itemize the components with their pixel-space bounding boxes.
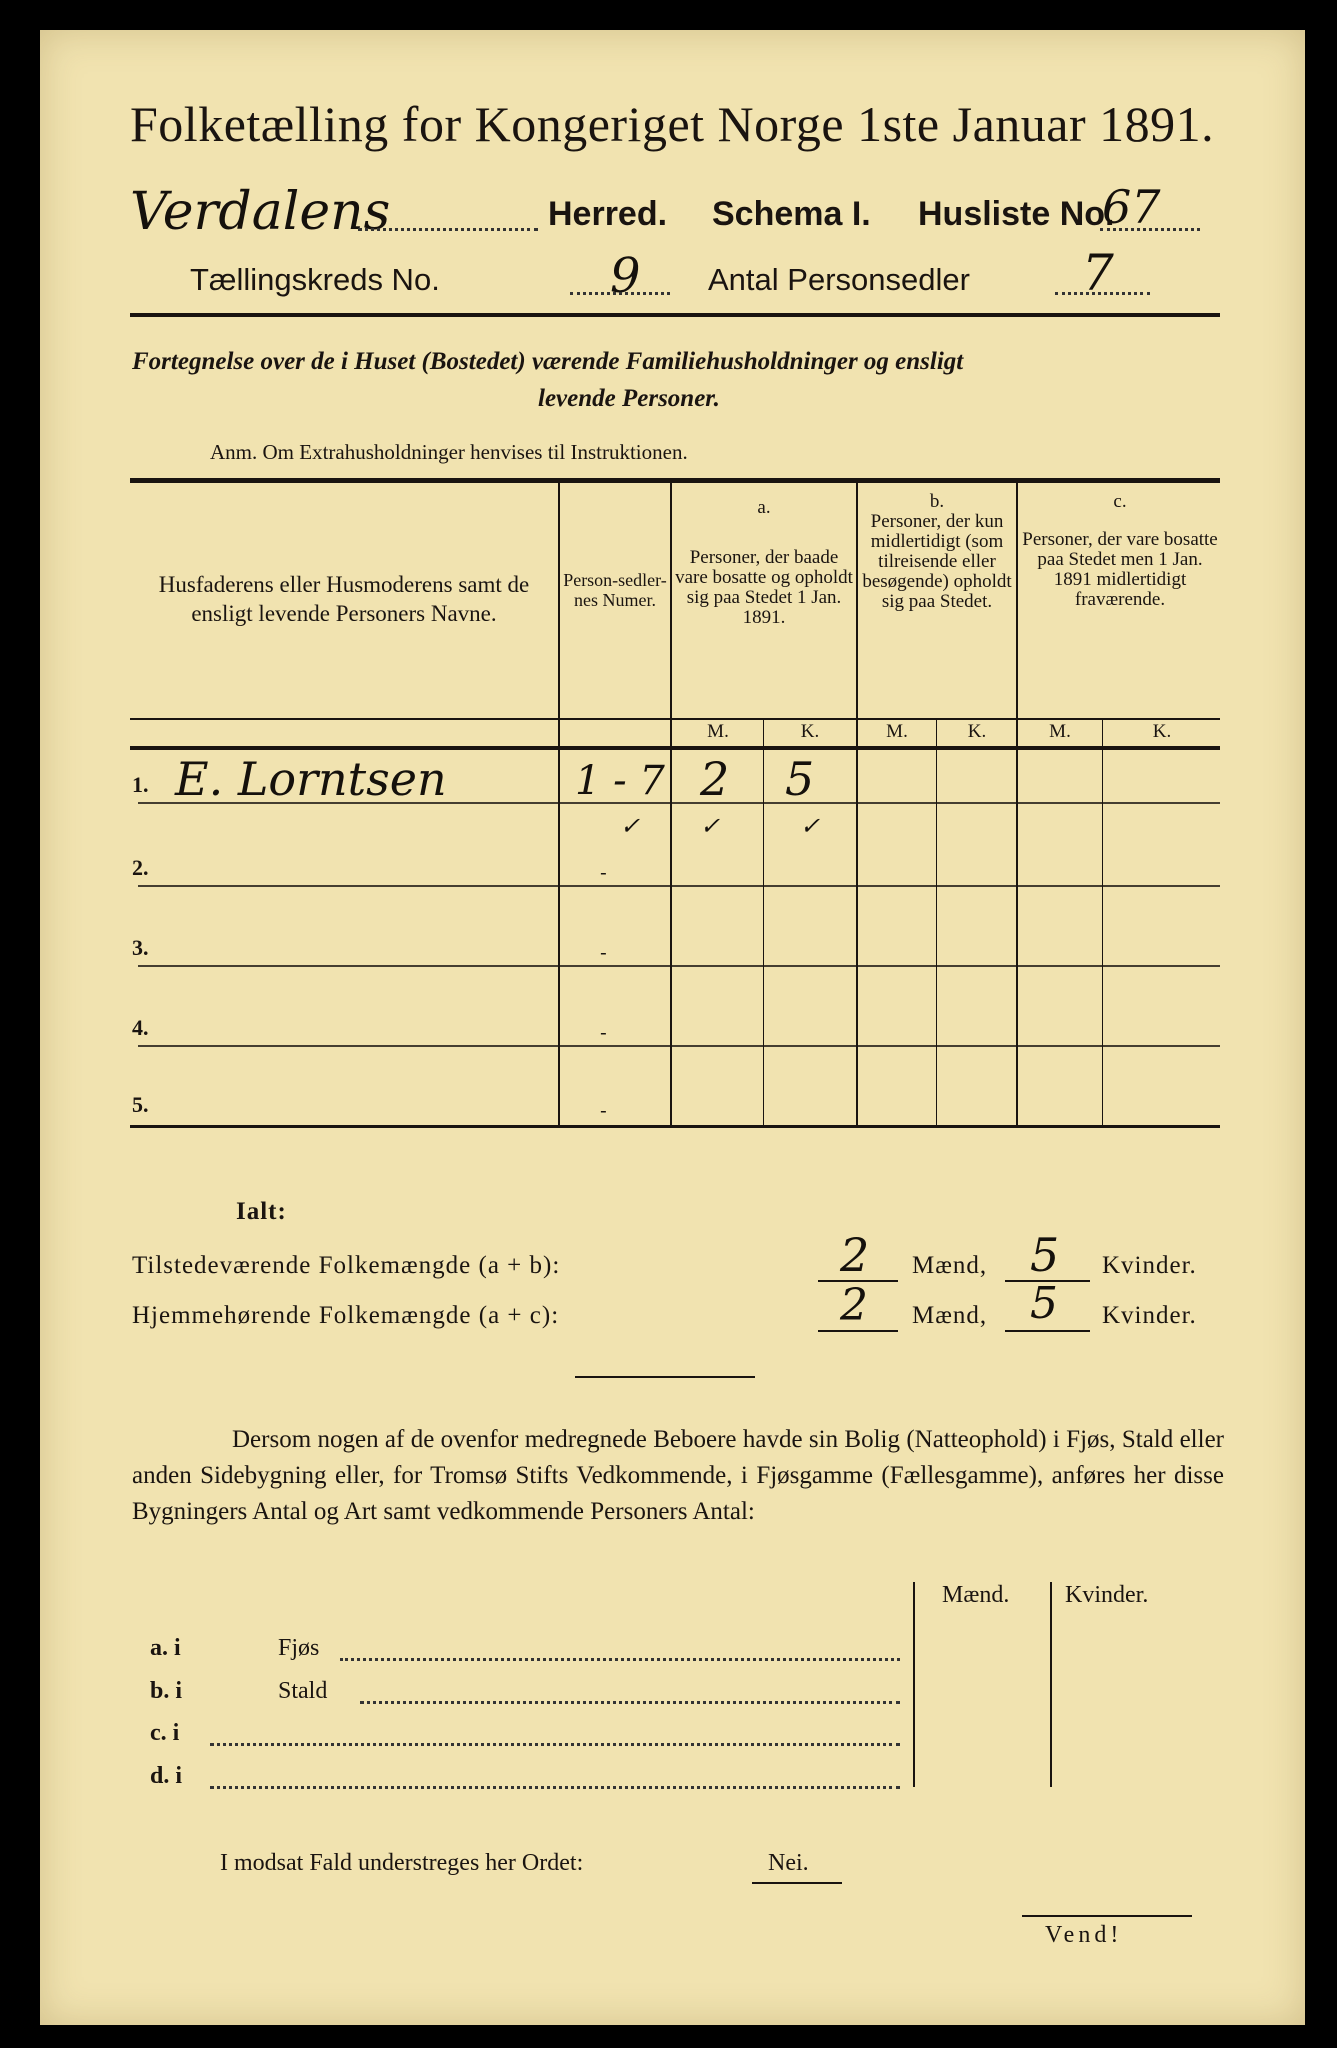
census-form-sheet [40, 30, 1305, 2025]
row1-check-a-m: ✓ [700, 812, 721, 840]
row1-name: E. Lorntsen [175, 752, 447, 806]
row1-numer: 1 - 7 [575, 758, 665, 804]
row3-numer: - [600, 940, 607, 964]
c-k-header: K. [1152, 721, 1172, 742]
tilst-k-value: 5 [1030, 1228, 1060, 1282]
row3-no: 3. [132, 935, 149, 960]
bygning-kvinder-col: Kvinder. [1065, 1582, 1149, 1608]
col-a-header: Personer, der baade vare bosatte og opholdt sig paa Stedet 1 Jan. 1891. [675, 547, 853, 628]
vend-text: Vend! [1045, 1922, 1123, 1948]
husliste-value: 67 [1102, 180, 1161, 234]
bygning-vline-1 [913, 1582, 915, 1787]
kreds-dots [570, 292, 670, 295]
herred-label: Herred. [548, 195, 668, 233]
modsat-text: I modsat Fald understreges her Ordet: [220, 1850, 584, 1876]
vline-a-mk [763, 718, 764, 1125]
vline-b-mk [936, 718, 937, 1125]
hjem-kvinder: Kvinder. [1102, 1302, 1197, 1329]
col-a-letter: a. [757, 497, 771, 518]
bygning-row-a-label: a. i [150, 1635, 181, 1661]
b-k-header: K. [967, 721, 987, 742]
row5-numer: - [600, 1098, 607, 1122]
divider-short [575, 1376, 755, 1378]
form-title: Folketælling for Kongeriget Norge 1ste Januar 1891. [130, 96, 1215, 152]
vline-c-mk [1102, 718, 1103, 1125]
kreds-label: Tællingskreds No. [190, 262, 440, 297]
hjem-k-value: 5 [1030, 1278, 1058, 1329]
hjem-maend: Mænd, [912, 1302, 988, 1329]
table-top-rule [130, 478, 1220, 483]
col-b-header: Personer, der kun midlertidigt (som tilreisende eller besøgende) opholdt sig paa Stedet. [862, 511, 1012, 612]
ialt-label: Ialt: [236, 1198, 287, 1225]
row5-no: 5. [132, 1092, 149, 1117]
bygning-row-c-label: c. i [150, 1720, 180, 1746]
antal-value: 7 [1082, 244, 1114, 302]
header-rule [130, 313, 1220, 317]
vline-b [1016, 483, 1018, 1125]
hjem-k-line [1005, 1330, 1090, 1332]
row2-numer: - [600, 860, 607, 884]
schema-label: Schema I. [712, 195, 871, 233]
row1-check-numer: ✓ [620, 812, 641, 840]
row4-line [138, 1045, 1220, 1047]
bygning-row-a-text: Fjøs [278, 1635, 320, 1661]
row1-a-m: 2 [700, 752, 730, 806]
subtitle-line1: Fortegnelse over de i Huset (Bostedet) værende Familiehusholdninger og ensligt [132, 348, 964, 375]
hjem-label: Hjemmehørende Folkemængde (a + c): [132, 1302, 560, 1329]
row2-line [138, 885, 1220, 887]
bygning-vline-2 [1050, 1582, 1052, 1787]
row1-check-a-k: ✓ [800, 812, 821, 840]
tilst-m-value: 2 [840, 1228, 870, 1282]
vline-numer [670, 483, 672, 1125]
col-numer-header: Person-sedler-nes Numer. [563, 570, 667, 610]
row2-no: 2. [132, 855, 149, 880]
col-c-letter: c. [1113, 491, 1127, 512]
bygning-row-b-label: b. i [150, 1678, 183, 1704]
bygning-row-a-dots [340, 1658, 900, 1661]
vend-rule [1022, 1915, 1192, 1917]
table-header-bottom-rule [130, 746, 1220, 750]
bygning-row-b-text: Stald [278, 1678, 328, 1704]
herred-value: Verdalens [130, 182, 391, 242]
b-m-header: M. [886, 721, 908, 742]
husliste-dots [1100, 228, 1200, 231]
anm-note: Anm. Om Extrahusholdninger henvises til Instruktionen. [210, 440, 688, 464]
col-b-letter: b. [929, 491, 945, 512]
nei-word: Nei. [768, 1850, 809, 1876]
husliste-label: Husliste No. [918, 195, 1115, 233]
bygning-row-d-label: d. i [150, 1763, 183, 1789]
a-k-header: K. [800, 721, 820, 742]
tilst-kvinder: Kvinder. [1102, 1252, 1197, 1279]
row1-no: 1. [132, 772, 149, 797]
subtitle-line2: levende Personer. [538, 385, 720, 412]
hjem-m-value: 2 [840, 1280, 868, 1331]
mk-rule [670, 718, 1220, 720]
kreds-value: 9 [610, 248, 641, 304]
bygning-row-d-dots [210, 1786, 900, 1789]
col-name-header: Husfaderens eller Husmoderens samt de ensligt levende Personers Navne. [158, 572, 530, 626]
table-bottom-rule [130, 1125, 1220, 1128]
row4-no: 4. [132, 1015, 149, 1040]
vline-a [856, 483, 858, 1125]
bygning-maend-col: Mænd. [942, 1582, 1010, 1608]
herred-dots [358, 228, 538, 231]
a-m-header: M. [707, 721, 729, 742]
bygning-row-c-dots [210, 1743, 900, 1746]
nei-underline [752, 1882, 842, 1884]
bygning-paragraph: Dersom nogen af de ovenfor medregnede Beboere havde sin Bolig (Natteophold) i Fjøs, Stald eller anden Sidebygning eller, for Tromsø Stifts Vedkommende, i Fjøsgamme (Fællesgamme), anføres her disse Bygningers Antal og Art samt vedkommende Personers Antal: [132, 1426, 1224, 1525]
tilst-maend: Mænd, [912, 1252, 988, 1279]
row1-a-k: 5 [785, 752, 815, 806]
col-c-header: Personer, der vare bosatte paa Stedet men 1 Jan. 1891 midlertidigt fraværende. [1022, 529, 1218, 610]
tilst-label: Tilstedeværende Folkemængde (a + b): [132, 1252, 561, 1279]
vline-name [558, 483, 560, 1125]
hjem-m-line [818, 1330, 898, 1332]
antal-dots [1055, 292, 1150, 295]
bygning-row-b-dots [360, 1701, 900, 1704]
row3-line [138, 965, 1220, 967]
antal-label: Antal Personsedler [708, 262, 970, 297]
c-m-header: M. [1049, 721, 1071, 742]
row4-numer: - [600, 1020, 607, 1044]
